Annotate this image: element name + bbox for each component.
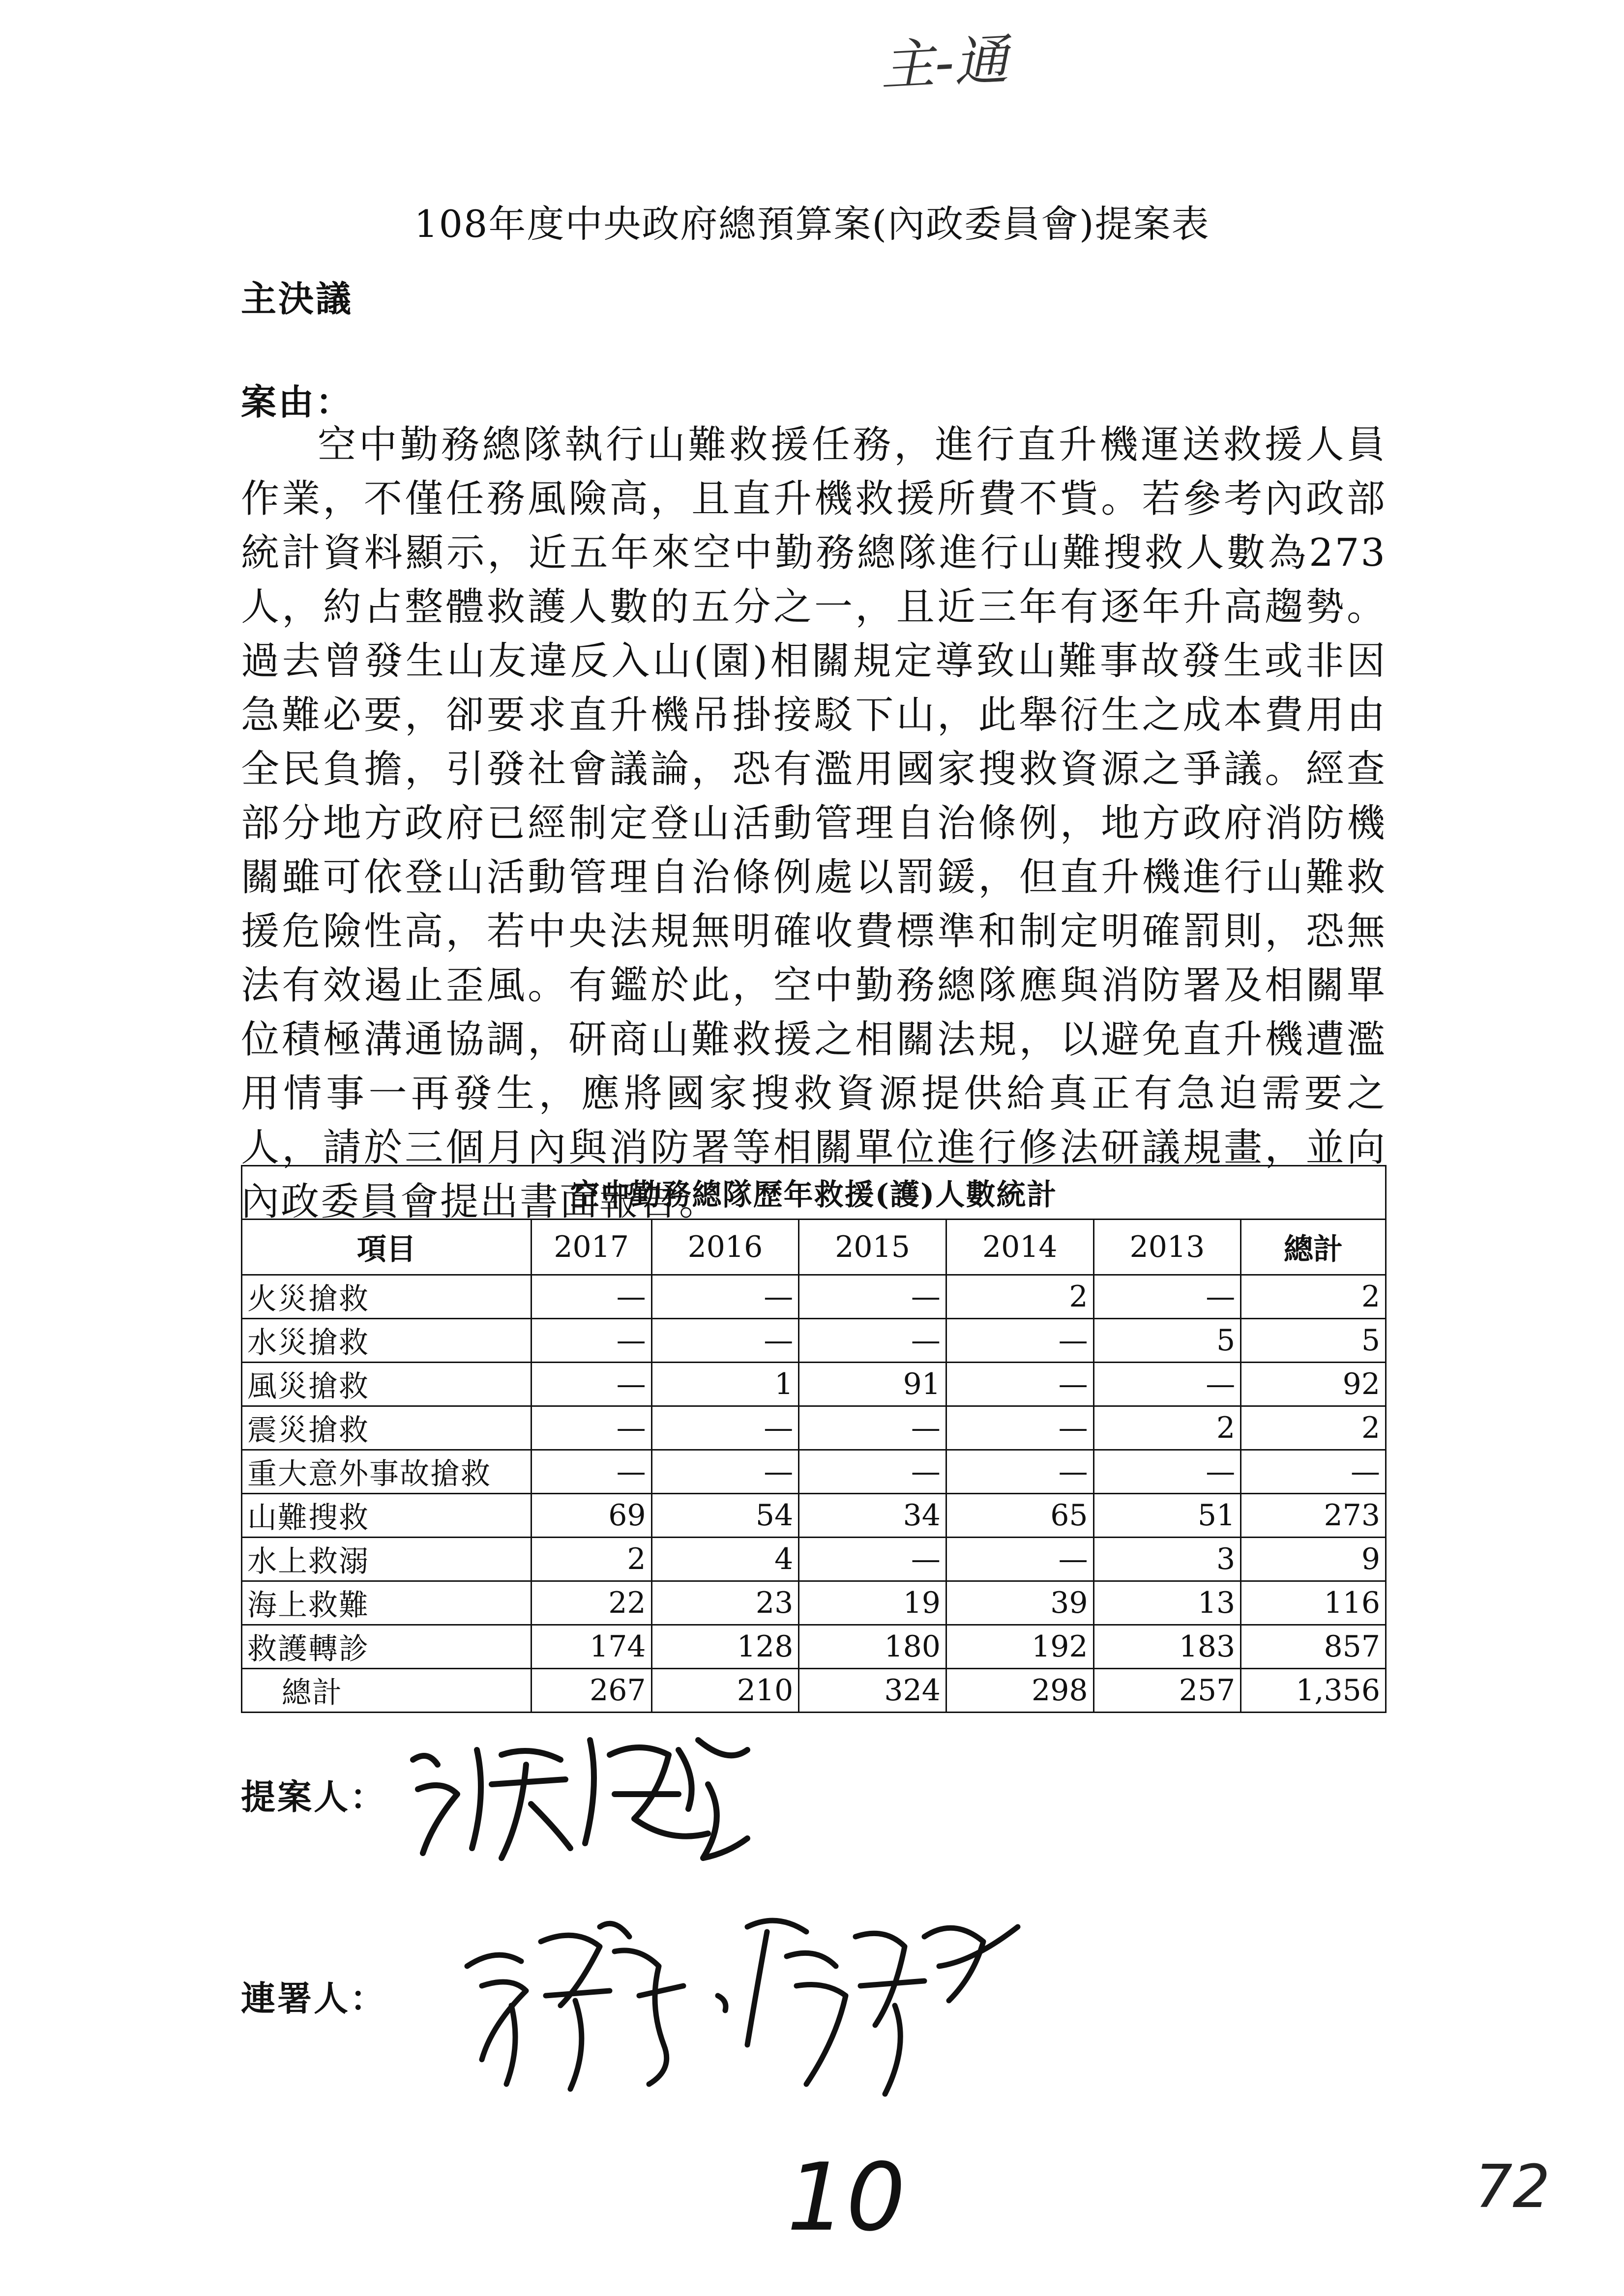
value-cell: 3 (1093, 1538, 1241, 1581)
reason-heading: 案由： (241, 381, 354, 423)
table-header-cell: 2014 (946, 1220, 1093, 1275)
value-cell: 324 (799, 1669, 946, 1713)
value-cell: 128 (651, 1625, 799, 1669)
row-label-cell: 重大意外事故搶救 (242, 1450, 531, 1494)
row-label-cell: 山難搜救 (242, 1494, 531, 1538)
row-label-cell: 水上救溺 (242, 1538, 531, 1581)
row-label-cell: 海上救難 (242, 1581, 531, 1625)
table-caption: 空中勤務總隊歷年救援(護)人數統計 (242, 1166, 1386, 1220)
proposer-label: 提案人： (241, 1776, 386, 1817)
value-cell: 9 (1241, 1538, 1386, 1581)
proposer-signature (403, 1720, 757, 1868)
value-cell: 2 (1093, 1406, 1241, 1450)
value-cell: 2 (531, 1538, 651, 1581)
value-cell: — (946, 1538, 1093, 1581)
value-cell: 210 (651, 1669, 799, 1713)
value-cell: 13 (1093, 1581, 1241, 1625)
value-cell: 19 (799, 1581, 946, 1625)
corner-number: 72 (1475, 2153, 1550, 2221)
table-row (242, 1363, 1386, 1406)
value-cell: 51 (1093, 1494, 1241, 1538)
value-cell: — (1093, 1275, 1241, 1319)
value-cell: — (946, 1450, 1093, 1494)
table-row (242, 1669, 1386, 1713)
table-row (242, 1581, 1386, 1625)
value-cell: 116 (1241, 1581, 1386, 1625)
table-row (242, 1406, 1386, 1450)
value-cell: — (651, 1450, 799, 1494)
value-cell: 192 (946, 1625, 1093, 1669)
value-cell: 1 (651, 1363, 799, 1406)
page-title: 108年度中央政府總預算案(內政委員會)提案表 (414, 202, 1210, 246)
table-header-cell: 2015 (799, 1220, 946, 1275)
value-cell: 174 (531, 1625, 651, 1669)
value-cell: — (799, 1450, 946, 1494)
value-cell: 54 (651, 1494, 799, 1538)
main-resolution-heading: 主決議 (241, 278, 354, 320)
value-cell: 183 (1093, 1625, 1241, 1669)
table-header-cell: 2017 (531, 1220, 651, 1275)
value-cell: — (1241, 1450, 1386, 1494)
cosigner-label: 連署人： (241, 1978, 386, 2019)
row-label-cell: 救護轉診 (242, 1625, 531, 1669)
value-cell: — (799, 1319, 946, 1363)
value-cell: 298 (946, 1669, 1093, 1713)
table-row (242, 1494, 1386, 1538)
value-cell: — (946, 1406, 1093, 1450)
value-cell: 5 (1241, 1319, 1386, 1363)
value-cell: 34 (799, 1494, 946, 1538)
value-cell: 5 (1093, 1319, 1241, 1363)
table-body (242, 1275, 1386, 1713)
value-cell: 857 (1241, 1625, 1386, 1669)
value-cell: 257 (1093, 1669, 1241, 1713)
value-cell: 2 (946, 1275, 1093, 1319)
value-cell: — (651, 1319, 799, 1363)
table-header-cell: 總計 (1241, 1220, 1386, 1275)
value-cell: — (946, 1319, 1093, 1363)
table-header-row (242, 1220, 1386, 1275)
table-row (242, 1450, 1386, 1494)
table-header-cell: 2013 (1093, 1220, 1241, 1275)
table-header-cell: 項目 (242, 1220, 531, 1275)
row-label-cell: 風災搶救 (242, 1363, 531, 1406)
value-cell: 2 (1241, 1406, 1386, 1450)
table-header-cell: 2016 (651, 1220, 799, 1275)
row-label-cell: 震災搶救 (242, 1406, 531, 1450)
value-cell: — (946, 1363, 1093, 1406)
table-row (242, 1538, 1386, 1581)
value-cell: 2 (1241, 1275, 1386, 1319)
value-cell: — (799, 1275, 946, 1319)
value-cell: — (799, 1538, 946, 1581)
cosigner-signatures (452, 1897, 1042, 2104)
value-cell: 4 (651, 1538, 799, 1581)
value-cell: 22 (531, 1581, 651, 1625)
value-cell: — (799, 1406, 946, 1450)
table-row (242, 1275, 1386, 1319)
value-cell: 69 (531, 1494, 651, 1538)
row-label-cell: 水災搶救 (242, 1319, 531, 1363)
handwritten-stamp: 主-通 (879, 28, 1010, 98)
value-cell: — (531, 1363, 651, 1406)
reason-paragraph: 空中勤務總隊執行山難救援任務，進行直升機運送救援人員作業，不僅任務風險高，且直升機救援所費不貲。若參考內政部統計資料顯示，近五年來空中勤務總隊進行山難搜救人數為273人，約占整體救護人數的五分之一，且近三年有逐年升高趨勢。過去曾發生山友違反入山(園)相關規定導致山難事故發生或非因急難必要，卻要求直升機吊掛接駁下山，此舉衍生之成本費用由全民負擔，引發社會議論，恐有濫用國家搜救資源之爭議。經查部分地方政府已經制定登山活動管理自治條例，地方政府消防機關雖可依登山活動管理自治條例處以罰鍰，但直升機進行山難救援危險性高，若中央法規無明確收費標準和制定明確罰則，恐無法有效遏止歪風。有鑑於此，空中勤務總隊應與消防署及相關單位積極溝通協調，研商山難救援之相關法規，以避免直升機遭濫用情事一再發生，應將國家搜救資源提供給真正有急迫需要之人，請於三個月內與消防署等相關單位進行修法研議規畫，並向內政委員會提出書面報告。 (241, 423, 1387, 1224)
value-cell: — (651, 1406, 799, 1450)
value-cell: 180 (799, 1625, 946, 1669)
table-row (242, 1625, 1386, 1669)
value-cell: 267 (531, 1669, 651, 1713)
value-cell: — (651, 1275, 799, 1319)
value-cell: 273 (1241, 1494, 1386, 1538)
value-cell: 39 (946, 1581, 1093, 1625)
row-label-cell: 火災搶救 (242, 1275, 531, 1319)
rescue-statistics-table (241, 1165, 1387, 1713)
value-cell: — (531, 1450, 651, 1494)
value-cell: 91 (799, 1363, 946, 1406)
value-cell: — (531, 1319, 651, 1363)
value-cell: 23 (651, 1581, 799, 1625)
page-number: 10 (787, 2143, 906, 2252)
value-cell: — (531, 1275, 651, 1319)
value-cell: 92 (1241, 1363, 1386, 1406)
value-cell: — (1093, 1363, 1241, 1406)
value-cell: 65 (946, 1494, 1093, 1538)
table-row (242, 1319, 1386, 1363)
value-cell: — (1093, 1450, 1241, 1494)
value-cell: — (531, 1406, 651, 1450)
value-cell: 1,356 (1241, 1669, 1386, 1713)
row-label-cell: 總計 (242, 1669, 531, 1713)
